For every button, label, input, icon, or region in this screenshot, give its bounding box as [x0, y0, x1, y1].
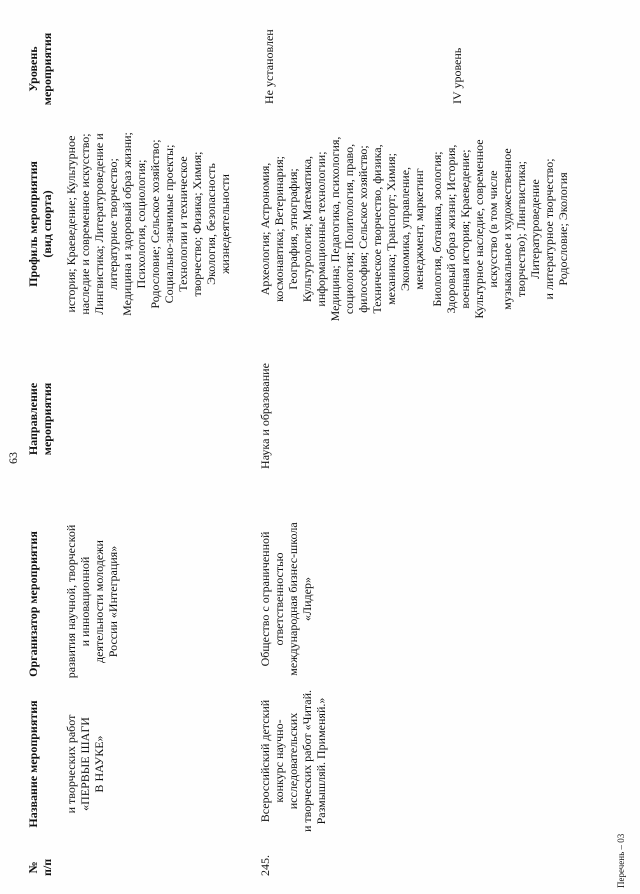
header-level-line: Уровень	[26, 46, 40, 92]
row2-profile-a-line: менеджмент, маркетинг	[412, 168, 426, 290]
header-profile-line: Профиль мероприятия	[26, 161, 40, 287]
row2-profile-b-line: искусство (в том числе	[486, 170, 500, 288]
row2-name-line: Размышляй. Применяй.»	[314, 697, 328, 825]
row2-profile-b-line: военная история; Краеведение;	[458, 149, 472, 309]
row1-profile-line: Экология, безопасность	[204, 163, 218, 285]
row2-profile-a-line: Медицина; Педагогика, психология,	[328, 136, 342, 322]
row2-profile-a-line: социология; Политология, право,	[342, 143, 356, 315]
row2-profile-b-line: творчество); Лингвистика;	[514, 161, 528, 297]
row2-profile-b	[430, 129, 570, 329]
row1-profile-line: литературное творчество;	[106, 158, 120, 290]
row2-level-a: Не установлен	[262, 29, 276, 104]
row2-profile-a-line: География, этнография;	[286, 168, 300, 290]
row1-profile-line: наследие и современное искусство;	[78, 133, 92, 315]
row1-name	[64, 694, 106, 834]
header-level-line: мероприятия	[40, 32, 54, 106]
row2-profile-a-line: Техническое творчество, физика,	[370, 144, 384, 314]
row2-profile-b-line: Здоровый образ жизни; История,	[444, 144, 458, 314]
row2-profile-b-line: Биология, ботаника, зоология;	[430, 151, 444, 307]
header-organizer: Организатор мероприятия	[26, 531, 40, 677]
row2-organizer-line: «Лидер»	[300, 577, 314, 621]
row1-profile-line: история; Краеведение; Культурное	[64, 135, 78, 313]
row2-name-line: Всероссийский детский	[258, 699, 272, 823]
row1-profile-line: Психология, социология;	[134, 159, 148, 289]
row1-profile-line: Медицина и здоровый образ жизни;	[120, 132, 134, 316]
page-number: 63	[6, 452, 20, 464]
header-profile-line: (вид спорта)	[40, 190, 54, 258]
row1-organizer-line: деятельности молодежи	[92, 540, 106, 663]
row2-profile-b-line: музыкальное и художественное	[500, 148, 514, 310]
row2-name	[258, 686, 328, 836]
row2-organizer-line: ответственностью	[272, 552, 286, 646]
row2-profile-a-line: Археология; Астрономия,	[258, 162, 272, 296]
row2-num: 245.	[258, 855, 272, 876]
row1-organizer	[64, 519, 120, 684]
row1-profile-line: творчество; Физика; Химия;	[190, 151, 204, 297]
row2-organizer-line: Общество с ограниченной	[258, 531, 272, 667]
row2-name-line: конкурс научно-	[272, 719, 286, 803]
header-direction	[26, 364, 54, 474]
header-num-line: п/п	[40, 858, 54, 876]
header-level	[26, 29, 54, 109]
row2-profile-b-line: Культурное наследие, современное	[472, 139, 486, 319]
row1-profile-line: Технологии и техническое	[176, 156, 190, 292]
row1-name-line: и творческих работ	[64, 714, 78, 814]
header-profile	[26, 134, 54, 314]
row1-profile-line: Социально-значимые проекты;	[162, 144, 176, 304]
row1-profile-line: Лингвистика; Литературоведение и	[92, 133, 106, 315]
row2-profile-a-line: Культурология; Математика,	[300, 155, 314, 303]
row2-profile-b-line: Родословие; Экология	[556, 172, 570, 286]
row1-name-line: В НАУКЕ»	[92, 735, 106, 793]
row1-profile-line: Родословие; Сельское хозяйство;	[148, 139, 162, 309]
row2-profile-b-line: и литературное творчество;	[542, 158, 556, 300]
row2-organizer	[258, 514, 314, 684]
header-direction-line: мероприятия	[40, 382, 54, 456]
row1-organizer-line: развития научной, творческой	[64, 524, 78, 679]
row2-profile-a	[258, 129, 426, 329]
row2-level-b: IV уровень	[450, 47, 464, 104]
row2-profile-a-line: философия; Сельское хозяйство;	[356, 145, 370, 313]
row1-organizer-line: России «Интеграция»	[106, 545, 120, 658]
row1-profile-line: жизнедеятельности	[218, 174, 232, 274]
row1-name-line: «ПЕРВЫЕ ШАГИ	[78, 717, 92, 811]
row2-direction: Наука и образование	[258, 363, 272, 469]
row2-profile-b-line: Литературоведение	[528, 179, 542, 279]
row2-name-line: и творческих работ «Читай.	[300, 689, 314, 833]
footer-text: Перечень – 03	[616, 833, 626, 888]
row2-profile-a-line: Экономика, управление,	[398, 166, 412, 292]
row1-profile	[64, 129, 232, 319]
row1-organizer-line: и инновационной	[78, 556, 92, 647]
header-num	[26, 859, 54, 876]
header-num-line: №	[26, 861, 40, 874]
header-name: Название мероприятия	[26, 700, 40, 828]
header-direction-line: Направление	[26, 382, 40, 456]
row2-profile-a-line: космонавтика; Ветеринария;	[272, 156, 286, 302]
row2-profile-a-line: механика; Транспорт; Химия;	[384, 153, 398, 305]
row2-name-line: исследовательских	[286, 712, 300, 810]
row2-organizer-line: международная бизнес-школа	[286, 522, 300, 676]
row2-profile-a-line: информационные технологии;	[314, 151, 328, 307]
